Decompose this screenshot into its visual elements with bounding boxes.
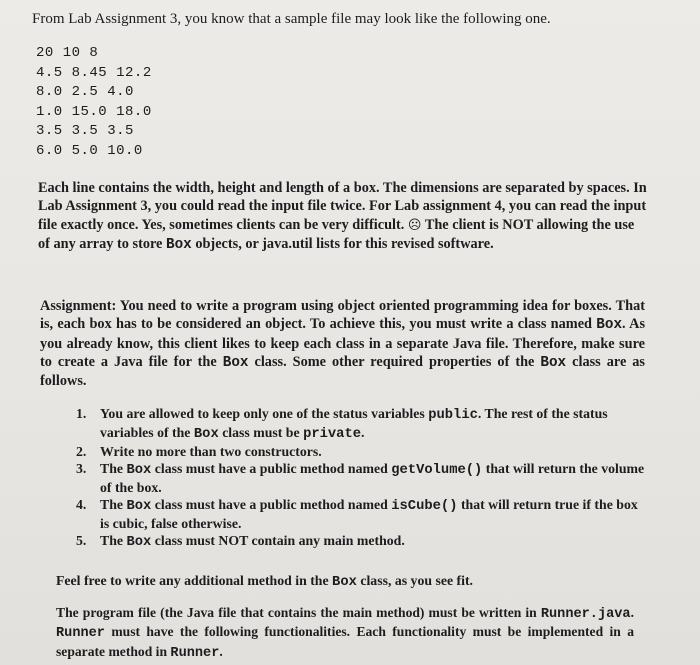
list-text: that will return the volume of the box.	[100, 461, 645, 495]
code-box: Box	[126, 463, 152, 478]
list-number: 5.	[76, 533, 87, 548]
list-text: You are allowed to keep only one of the status variables	[100, 406, 425, 421]
list-text: The	[100, 533, 123, 548]
sample-line: 3.5 3.5 3.5	[36, 123, 134, 140]
sample-file-block	[36, 44, 152, 162]
list-item	[76, 460, 646, 496]
list-text: class must be	[222, 425, 300, 440]
runner-paragraph	[56, 604, 634, 662]
code-box: Box	[332, 575, 357, 590]
list-item	[76, 443, 646, 460]
list-number: 3.	[76, 461, 87, 476]
code-getvolume: getVolume()	[391, 463, 483, 478]
paragraph-text: must have the following functionalities. Each functionality must be implemented in a separate method in	[56, 624, 634, 659]
description-text-3: objects, or java.util lists for this revised software.	[195, 235, 494, 252]
list-text: .	[361, 425, 365, 440]
sample-line: 6.0 5.0 10.0	[36, 142, 143, 159]
paragraph-text: .	[219, 643, 223, 659]
assignment-text: class. Some other required properties of the	[254, 353, 535, 370]
code-box: Box	[126, 535, 152, 550]
paragraph-text: class, as you see fit.	[360, 573, 474, 588]
list-item	[76, 405, 646, 443]
intro-text: From Lab Assignment 3, you know that a sample file may look like the following one.	[32, 11, 551, 27]
list-text: The	[100, 461, 123, 476]
code-iscube: isCube()	[391, 499, 458, 514]
code-runner: Runner	[170, 645, 220, 661]
assignment-label: Assignment:	[40, 298, 117, 314]
list-text: that will return true if the box is cubic, false otherwise.	[100, 497, 638, 531]
code-box: Box	[126, 499, 152, 514]
code-box: Box	[596, 317, 623, 334]
paragraph-text: The program file (the Java file that contains the main method) must be written in	[56, 605, 537, 620]
list-text: class must have a public method named	[154, 497, 388, 512]
code-public: public	[428, 408, 478, 423]
sad-face-icon: ☹	[407, 217, 422, 233]
sample-line: 20 10 8	[36, 45, 99, 61]
sample-line: 4.5 8.45 12.2	[36, 64, 152, 81]
additional-methods-paragraph	[56, 572, 646, 592]
list-text: . The rest of the status variables of the	[100, 406, 608, 440]
sample-line: 1.0 15.0 18.0	[36, 103, 152, 120]
list-number: 1.	[76, 406, 87, 421]
code-runner: Runner	[56, 626, 105, 642]
list-text: class must NOT contain any main method.	[154, 533, 405, 548]
assignment-text: class are as follows.	[40, 353, 645, 390]
list-text: Write no more than two constructors.	[100, 444, 322, 459]
assignment-text: You need to write a program using object oriented programming idea for boxes. That is, each box has to be considered an object. To achieve this, you must write a class named	[40, 298, 646, 333]
code-box: Box	[540, 354, 567, 371]
requirements-list	[76, 405, 646, 551]
sample-line: 8.0 2.5 4.0	[36, 84, 134, 101]
list-item	[76, 532, 646, 551]
description-text: Each line contains the width, height and length of a box. The dimensions are separated by spaces. In Lab Assignment 3, you could read the input file twice. For Lab assignment 4, you can read the input file exactly once. Yes, sometimes clients can be very difficult.	[38, 180, 647, 233]
list-item	[76, 496, 646, 532]
code-box: Box	[222, 354, 249, 371]
code-box: Box	[193, 427, 219, 442]
description-paragraph	[38, 179, 648, 254]
code-runner-java: Runner.java	[540, 607, 631, 622]
list-number: 4.	[76, 497, 87, 512]
paragraph-text: Feel free to write any additional method in the	[56, 573, 329, 588]
list-text: The	[100, 497, 123, 512]
code-private: private	[303, 427, 362, 442]
description-text-2: The client is NOT allowing the use of any array to store	[38, 216, 635, 252]
assignment-paragraph	[40, 297, 645, 390]
paragraph-text: .	[630, 605, 634, 620]
code-box: Box	[166, 236, 192, 253]
assignment-text: . As you already know, this client likes to keep each class in a separate Java file. Therefore, make sure to create a Java file for the	[40, 316, 646, 370]
list-text: class must have a public method named	[154, 461, 388, 476]
list-number: 2.	[76, 444, 87, 459]
